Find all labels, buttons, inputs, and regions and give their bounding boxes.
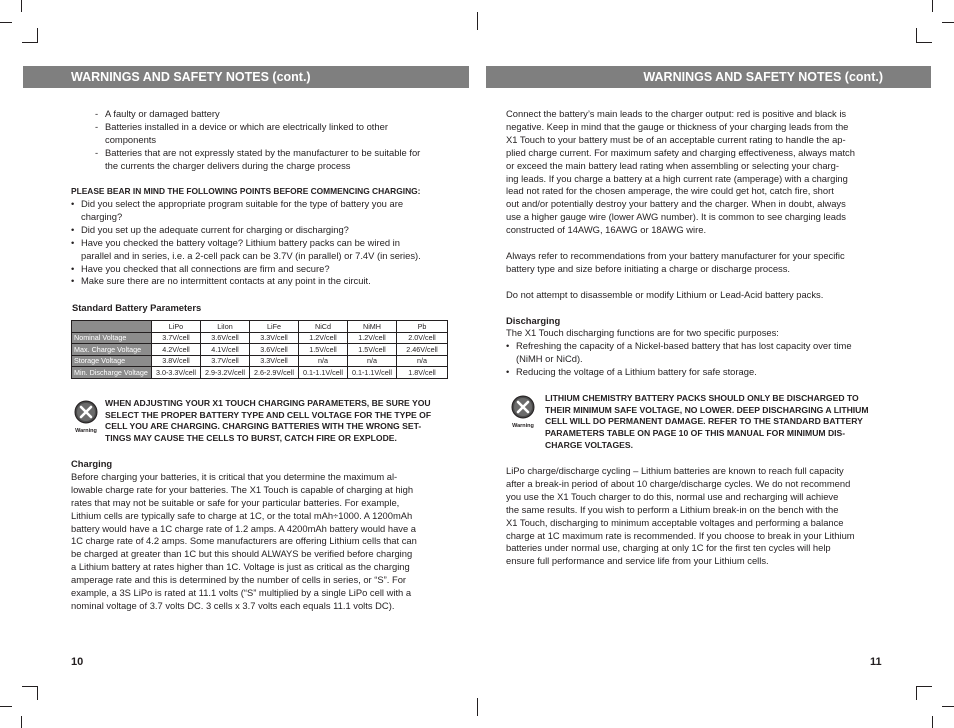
text-line: LiPo charge/discharge cycling – Lithium batteries are known to reach full capacity xyxy=(506,465,844,476)
left-column-top xyxy=(71,108,451,173)
text-line: battery type and size before initiating a charge or discharge process. xyxy=(506,262,791,274)
table-row xyxy=(72,332,448,344)
warning-line: WHEN ADJUSTING YOUR X1 TOUCH CHARGING PARAMETERS, BE SURE YOU xyxy=(105,398,431,408)
table-row xyxy=(72,367,448,379)
row-label: Max. Charge Voltage xyxy=(72,344,152,356)
list-item: • Make sure there are no intermittent contacts at any point in the circuit. xyxy=(71,275,371,287)
text-line: amperage rate and this is determined by the number of cells in series, or “S”. For xyxy=(71,574,407,586)
text-line: nominal voltage of 3.7 volts DC. 3 cells x 3.7 volts each equals 11.1 volts DC). xyxy=(71,599,395,611)
right-column xyxy=(506,108,896,379)
list-item: • Have you checked that all connections are firm and secure? xyxy=(71,262,330,274)
text-line: lead not rated for the chosen amperage, the wire could get hot, catch fire, short xyxy=(506,185,834,197)
table-cell: 3.3V/cell xyxy=(250,332,299,344)
warning-icon-label: Warning xyxy=(512,423,534,429)
text-line: X1 Touch, discharging to minimum acceptable voltages and performing a balance xyxy=(506,516,844,528)
text-line: ing leads. If you charge a battery at a high current rate (amperage) with a charging xyxy=(506,172,848,184)
table-cell: 2.6-2.9V/cell xyxy=(250,367,299,379)
table-header-row xyxy=(72,321,448,333)
table-cell: 1.8V/cell xyxy=(397,367,448,379)
text-line: Lithium cells are typically safe to charge at 1C, or the total mAh÷1000. A 1200mAh xyxy=(71,509,413,521)
table-cell: 1.2V/cell xyxy=(299,332,348,344)
text-line: X1 Touch to your battery must be of an acceptable current rating to handle the ap- xyxy=(506,133,846,145)
column-header: Pb xyxy=(397,321,448,333)
text-line: plied charge current. For maximum safety and charging effectiveness, always match xyxy=(506,146,855,158)
warning-icon xyxy=(507,393,539,433)
table-cell: 1.2V/cell xyxy=(348,332,397,344)
warning-line: THEIR MINIMUM SAFE VOLTAGE, NO LOWER. DEEP DISCHARGING A LITHIUM xyxy=(545,404,869,415)
text-line: The X1 Touch discharging functions are for two specific purposes: xyxy=(506,327,779,339)
table-cell: 4.2V/cell xyxy=(152,344,201,356)
table-cell: n/a xyxy=(397,355,448,367)
warning-line: PARAMETERS TABLE ON PAGE 10 OF THIS MANUAL FOR MINIMUM DIS- xyxy=(545,428,846,439)
text-line: or exceed the main battery lead rating when assembling or selecting your charg- xyxy=(506,159,839,171)
text-line: rates that may not be suitable or safe for your particular batteries. For example, xyxy=(71,496,400,508)
table-cell: 0.1-1.1V/cell xyxy=(348,367,397,379)
text-line: the same results. If you wish to perform a Lithium break-in on the bench with the xyxy=(506,503,839,515)
text-line: ensure full performance and service life from your Lithium cells. xyxy=(506,555,769,567)
warning-icon-label: Warning xyxy=(75,428,97,434)
row-label: Storage Voltage xyxy=(72,355,152,367)
battery-parameters-table xyxy=(71,320,448,379)
left-section-header: WARNINGS AND SAFETY NOTES (cont.) xyxy=(23,66,469,88)
warning-line: LITHIUM CHEMISTRY BATTERY PACKS SHOULD ONLY BE DISCHARGED TO xyxy=(545,393,859,403)
warning-line: TINGS MAY CAUSE THE CELLS TO BURST, CATCH FIRE OR EXPLODE. xyxy=(105,433,397,444)
table-cell: 2.46V/cell xyxy=(397,344,448,356)
text-line: Before charging your batteries, it is critical that you determine the maximum al- xyxy=(71,470,398,482)
table-row xyxy=(72,355,448,367)
table-cell: 3.7V/cell xyxy=(152,332,201,344)
charging-heading: Charging xyxy=(71,458,113,469)
page-number-right: 11 xyxy=(870,656,882,668)
text-line: Always refer to recommendations from your battery manufacturer for your specific xyxy=(506,249,845,261)
text-line: after a break-in period of about 10 charge/discharge cycles. We do not recommend xyxy=(506,477,851,489)
cycling-section xyxy=(506,465,896,568)
text-line: out and/or potentially destroy your battery and the charger. When in doubt, always xyxy=(506,198,846,210)
table-cell: 3.6V/cell xyxy=(201,332,250,344)
table-cell: n/a xyxy=(299,355,348,367)
table-cell: 2.9-3.2V/cell xyxy=(201,367,250,379)
table-title: Standard Battery Parameters xyxy=(72,302,202,313)
text-line: example, a 3S LiPo is rated at 11.1 volts (“S” multiplied by a single LiPo cell with a xyxy=(71,587,412,599)
table-cell: 3.6V/cell xyxy=(250,344,299,356)
table-cell: 3.3V/cell xyxy=(250,355,299,367)
table-cell: 2.0V/cell xyxy=(397,332,448,344)
table-cell: 3.0-3.3V/cell xyxy=(152,367,201,379)
text-line: constructed of 14AWG, 16AWG or 18AWG wire. xyxy=(506,224,707,236)
discharging-heading: Discharging xyxy=(506,314,561,326)
warning-line: CELL YOU ARE CHARGING. CHARGING BATTERIES WITH THE WRONG SET- xyxy=(105,421,422,432)
warning-line: SELECT THE PROPER BATTERY TYPE AND CELL VOLTAGE FOR THE TYPE OF xyxy=(105,409,432,420)
list-item: • Did you set up the adequate current for charging or discharging? xyxy=(71,223,349,235)
text-line: lowable charge rate for your batteries. The X1 Touch is capable of charging at high xyxy=(71,483,414,495)
warning-icon xyxy=(70,398,102,438)
table-cell: n/a xyxy=(348,355,397,367)
table-cell: 1.5V/cell xyxy=(299,344,348,356)
row-label: Min. Discharge Voltage xyxy=(72,367,152,379)
list-item: - A faulty or damaged battery xyxy=(95,108,220,119)
checklist xyxy=(71,198,451,288)
list-item: • Did you select the appropriate program suitable for the type of battery you are charging? xyxy=(71,198,404,222)
page-number-left: 10 xyxy=(71,656,84,668)
text-line: Do not attempt to disassemble or modify Lithium or Lead-Acid battery packs. xyxy=(506,288,824,300)
list-item: - Batteries installed in a device or which are electrically linked to other components xyxy=(95,120,388,145)
text-line: 1C charge rate of 4.2 amps. Some manufacturers are offering Lithium cells that can xyxy=(71,535,417,547)
table-cell: 0.1-1.1V/cell xyxy=(299,367,348,379)
text-line: Connect the battery’s main leads to the charger output: red is positive and black is xyxy=(506,108,847,119)
table-cell: 1.5V/cell xyxy=(348,344,397,356)
text-line: you use the X1 Touch charger to do this, normal use and recharging will achieve xyxy=(506,490,839,502)
row-label: Nominal Voltage xyxy=(72,332,152,344)
list-item: • Reducing the voltage of a Lithium battery for safe storage. xyxy=(506,366,757,378)
list-item: - Batteries that are not expressly stated by the manufacturer to be suitable for the currents the charger delivers during the charge process xyxy=(95,146,421,171)
table-cell: 4.1V/cell xyxy=(201,344,250,356)
column-header: NiCd xyxy=(299,321,348,333)
text-line: batteries under normal use, charging at only 1C for the first ten cycles will help xyxy=(506,542,831,554)
charging-section xyxy=(71,458,456,613)
list-item: • Have you checked the battery voltage? Lithium battery packs can be wired in parallel and in series, i.e. a 2-cell pack can be 3.7V (in parallel) or 7.4V (in series). xyxy=(71,236,421,261)
column-header: LiIon xyxy=(201,321,250,333)
table-cell: 3.7V/cell xyxy=(201,355,250,367)
column-header: LiFe xyxy=(250,321,299,333)
right-section-header: WARNINGS AND SAFETY NOTES (cont.) xyxy=(486,66,931,88)
list-item: • Refreshing the capacity of a Nickel-based battery that has lost capacity over time (NiMH or NiCd). xyxy=(506,340,852,365)
column-header: NiMH xyxy=(348,321,397,333)
warning-text xyxy=(545,393,895,452)
table-corner xyxy=(72,321,152,333)
warning-text xyxy=(105,398,455,445)
text-line: be charged at greater than 1C but this should ALWAYS be verified before charging xyxy=(71,548,413,560)
text-line: charge at 1C maximum rate is recommended. If you choose to break in your Lithium xyxy=(506,529,855,541)
text-line: negative. Keep in mind that the gauge or thickness of your charging leads from the xyxy=(506,120,849,132)
table-cell: 3.8V/cell xyxy=(152,355,201,367)
text-line: a Lithium battery at rates higher than 1C. Voltage is just as critical as the charging xyxy=(71,561,410,573)
text-line: battery would have a 1C charge rate of 1.2 amps. A 4200mAh battery would have a xyxy=(71,522,417,534)
bear-in-mind-heading: PLEASE BEAR IN MIND THE FOLLOWING POINTS BEFORE COMMENCING CHARGING: xyxy=(71,186,421,196)
text-line: use a higher gauge wire (lower AWG number). It is common to see charging leads xyxy=(506,211,846,223)
warning-line: CELL WILL DO PERMANENT DAMAGE. REFER TO THE STANDARD BATTERY xyxy=(545,416,863,427)
column-header: LiPo xyxy=(152,321,201,333)
warning-line: CHARGE VOLTAGES. xyxy=(545,439,634,450)
table-row xyxy=(72,344,448,356)
